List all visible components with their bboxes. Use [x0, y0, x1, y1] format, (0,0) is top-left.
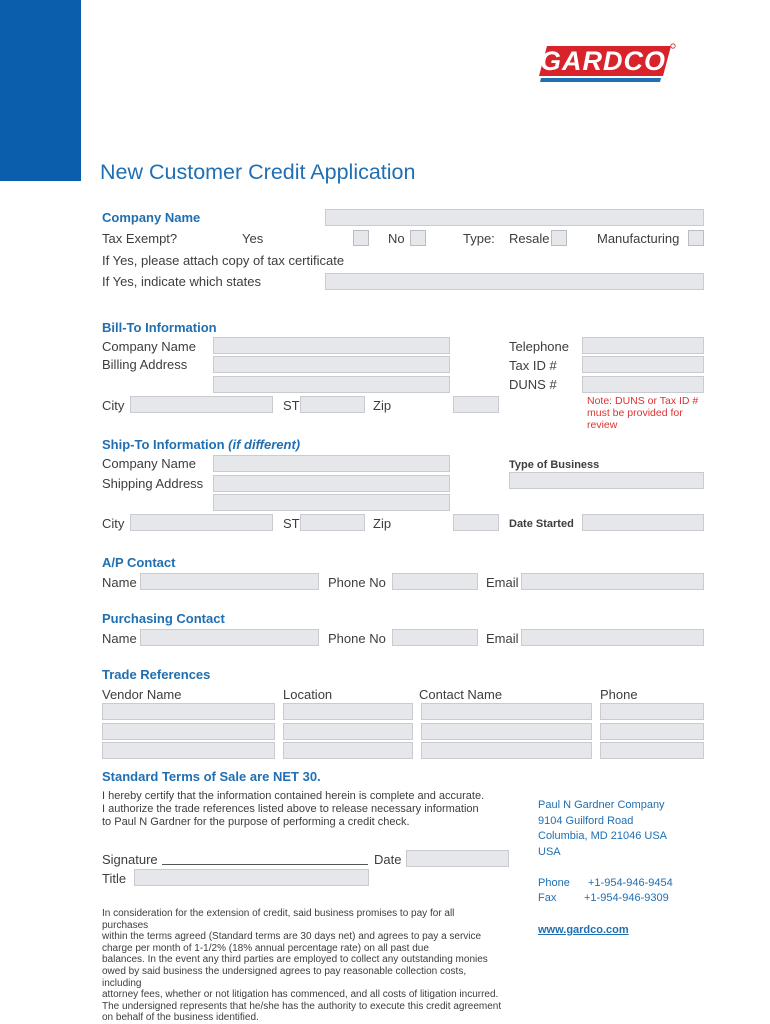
col-location: Location: [283, 687, 333, 702]
fine-print-line: balances. In the event any third parties are employed to collect any outstanding monies: [102, 954, 488, 966]
trade-ref-3-vendor-field[interactable]: [102, 742, 275, 759]
bill-st-label: ST: [283, 398, 300, 413]
billing-address-field-1[interactable]: [213, 356, 450, 373]
company-address-city: Columbia, MD 21046 USA: [538, 830, 668, 842]
purchasing-name-field[interactable]: [140, 629, 319, 646]
ship-company-name-field[interactable]: [213, 455, 450, 472]
bill-company-name-label: Company Name: [102, 339, 196, 354]
website-link[interactable]: www.gardco.com: [538, 924, 629, 936]
page-title: New Customer Credit Application: [100, 160, 416, 184]
phone-number: +1-954-946-9454: [588, 877, 673, 889]
resale-checkbox[interactable]: [551, 230, 567, 246]
trade-ref-1-contact-field[interactable]: [421, 703, 592, 720]
purchasing-email-field[interactable]: [521, 629, 704, 646]
type-label: Type:: [463, 231, 495, 246]
fine-print-line: owed by said business the undersigned agrees to pay reasonable collection costs, including: [102, 965, 467, 989]
ap-contact-heading: A/P Contact: [102, 555, 176, 570]
company-address-street: 9104 Guilford Road: [538, 815, 634, 827]
trade-ref-1-phone-field[interactable]: [600, 703, 704, 720]
ap-phone-field[interactable]: [392, 573, 478, 590]
ap-name-field[interactable]: [140, 573, 319, 590]
company-address-country: USA: [538, 846, 561, 858]
fine-print-line: charge per month of 1-1/2% (18% annual percentage rate) on all past due: [102, 942, 429, 954]
states-field[interactable]: [325, 273, 704, 290]
company-name-label: Company Name: [102, 210, 201, 225]
phone-label: Phone: [538, 877, 570, 889]
trade-ref-3-contact-field[interactable]: [421, 742, 592, 759]
terms-heading: Standard Terms of Sale are NET 30.: [102, 769, 321, 784]
trade-ref-1-location-field[interactable]: [283, 703, 413, 720]
certify-line-2: I authorize the trade references listed above to release necessary information: [102, 803, 479, 815]
fine-print-line: The undersigned represents that he/she has the authority to execute this credit agreement: [102, 1000, 502, 1012]
logo-text: GARDCO: [540, 46, 666, 76]
tax-exempt-yes-checkbox[interactable]: [353, 230, 369, 246]
ship-city-label: City: [102, 516, 125, 531]
ship-zip-label: Zip: [373, 516, 392, 531]
billing-address-field-2[interactable]: [213, 376, 450, 393]
ap-phone-label: Phone No: [328, 575, 386, 590]
fine-print-line: In consideration for the extension of credit, said business promises to pay for all purchases: [102, 908, 455, 931]
states-note: If Yes, indicate which states: [102, 274, 261, 289]
purchasing-name-label: Name: [102, 631, 137, 646]
ship-company-name-label: Company Name: [102, 456, 196, 471]
fine-print: [102, 908, 502, 1024]
purchasing-email-label: Email: [486, 631, 519, 646]
trade-ref-3-location-field[interactable]: [283, 742, 413, 759]
bill-city-label: City: [102, 398, 125, 413]
purchasing-contact-heading: Purchasing Contact: [102, 611, 225, 626]
tax-id-label: Tax ID #: [509, 358, 557, 373]
fine-print-line: on behalf of the business identified.: [102, 1012, 259, 1024]
header-color-bar: [0, 0, 81, 181]
ap-name-label: Name: [102, 575, 137, 590]
title-label: Title: [102, 871, 127, 886]
tax-exempt-label: Tax Exempt?: [102, 231, 178, 246]
bill-zip-label: Zip: [373, 398, 392, 413]
bill-company-name-field[interactable]: [213, 337, 450, 354]
date-started-label: Date Started: [509, 518, 574, 530]
tax-exempt-no-label: No: [388, 231, 405, 246]
manufacturing-checkbox[interactable]: [688, 230, 704, 246]
date-field[interactable]: [406, 850, 509, 867]
fax-number: +1-954-946-9309: [584, 892, 669, 904]
shipping-address-field-1[interactable]: [213, 475, 450, 492]
gardco-logo: [537, 42, 677, 89]
date-started-field[interactable]: [582, 514, 704, 531]
type-of-business-label: Type of Business: [509, 459, 600, 471]
manufacturing-label: Manufacturing: [597, 231, 680, 246]
duns-tax-id-note: Note: DUNS or Tax ID # must be provided for review: [587, 395, 699, 431]
ship-st-field[interactable]: [300, 514, 365, 531]
certify-line-3: to Paul N Gardner for the purpose of performing a credit check.: [102, 816, 410, 828]
fine-print-line: within the terms agreed (Standard terms are 30 days net) and agrees to pay a service: [102, 931, 482, 943]
purchasing-phone-field[interactable]: [392, 629, 478, 646]
signature-label: Signature: [102, 852, 158, 867]
bill-to-heading: Bill-To Information: [102, 320, 217, 335]
trade-ref-3-phone-field[interactable]: [600, 742, 704, 759]
telephone-field[interactable]: [582, 337, 704, 354]
trade-references-heading: Trade References: [102, 667, 211, 682]
col-vendor-name: Vendor Name: [102, 687, 182, 702]
ap-email-field[interactable]: [521, 573, 704, 590]
bill-city-field[interactable]: [130, 396, 273, 413]
title-field[interactable]: [134, 869, 369, 886]
duns-field[interactable]: [582, 376, 704, 393]
date-label: Date: [374, 852, 402, 867]
company-address-name: Paul N Gardner Company: [538, 799, 665, 811]
ship-to-heading-suffix: (if different): [228, 437, 301, 452]
shipping-address-field-2[interactable]: [213, 494, 450, 511]
col-contact-name: Contact Name: [419, 687, 503, 702]
trade-ref-2-phone-field[interactable]: [600, 723, 704, 740]
telephone-label: Telephone: [509, 339, 569, 354]
ap-email-label: Email: [486, 575, 519, 590]
fax-label: Fax: [538, 892, 557, 904]
billing-address-label: Billing Address: [102, 357, 188, 372]
col-phone: Phone: [600, 687, 638, 702]
attach-certificate-note: If Yes, please attach copy of tax certificate: [102, 253, 345, 268]
purchasing-phone-label: Phone No: [328, 631, 386, 646]
ship-st-label: ST: [283, 516, 300, 531]
bill-zip-field[interactable]: [453, 396, 499, 413]
tax-exempt-yes-label: Yes: [242, 231, 264, 246]
tax-exempt-no-checkbox[interactable]: [410, 230, 426, 246]
company-name-field[interactable]: [325, 209, 704, 226]
tax-id-field[interactable]: [582, 356, 704, 373]
resale-label: Resale: [509, 231, 550, 246]
ship-zip-field[interactable]: [453, 514, 499, 531]
ship-to-heading: [102, 437, 300, 453]
signature-line[interactable]: [162, 864, 368, 865]
trade-ref-2-contact-field[interactable]: [421, 723, 592, 740]
certify-line-1: I hereby certify that the information contained herein is complete and accurate.: [102, 790, 485, 802]
duns-label: DUNS #: [509, 377, 557, 392]
ship-city-field[interactable]: [130, 514, 273, 531]
trade-ref-2-location-field[interactable]: [283, 723, 413, 740]
type-of-business-field[interactable]: [509, 472, 704, 489]
trade-ref-2-vendor-field[interactable]: [102, 723, 275, 740]
shipping-address-label: Shipping Address: [102, 476, 204, 491]
bill-st-field[interactable]: [300, 396, 365, 413]
trade-ref-1-vendor-field[interactable]: [102, 703, 275, 720]
ship-to-heading-text: Ship-To Information: [102, 437, 225, 452]
fine-print-line: attorney fees, whether or not litigation has commenced, and all costs of litigation incurred.: [102, 989, 499, 1001]
